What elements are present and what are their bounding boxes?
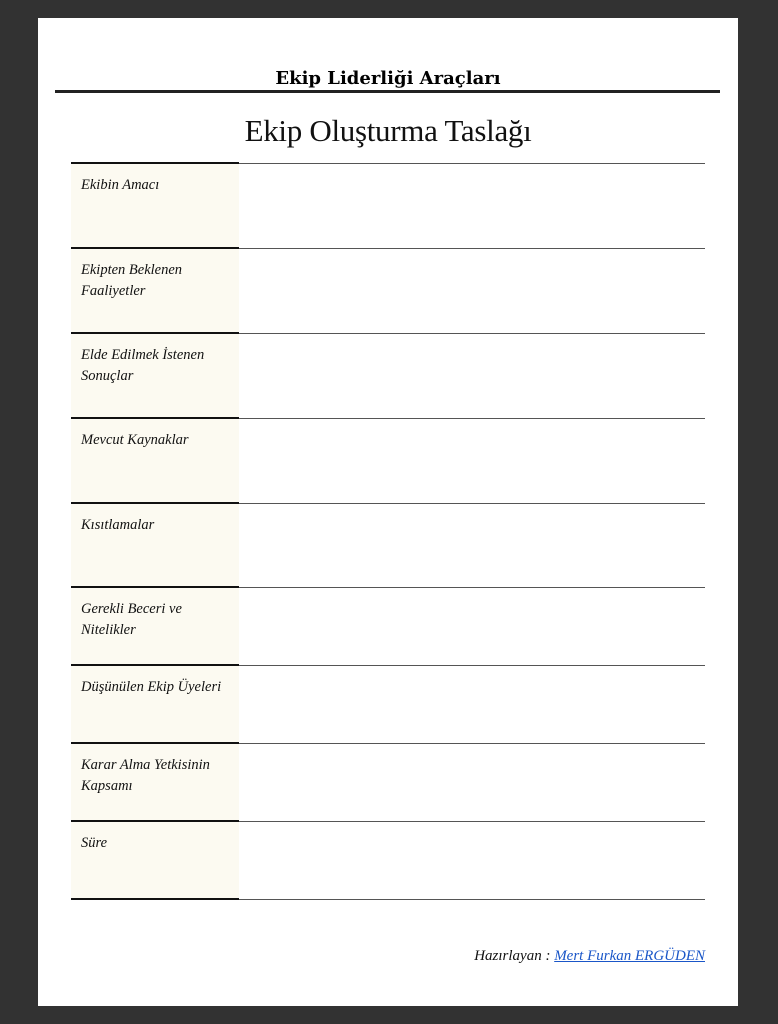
header-title: Ekip Liderliği Araçları	[275, 68, 501, 89]
table-bottom-rule	[71, 899, 705, 900]
row-label: Karar Alma Yetkisinin Kapsamı	[71, 744, 239, 821]
document-title: Ekip Oluşturma Taslağı	[244, 113, 532, 148]
table-row-duration	[71, 821, 705, 899]
row-value-field[interactable]	[239, 249, 705, 333]
row-label: Elde Edilmek İstenen Sonuçlar	[71, 334, 239, 418]
author-link[interactable]: Mert Furkan ERGÜDEN	[554, 948, 705, 964]
document-page	[38, 18, 738, 1006]
row-label: Ekibin Amacı	[71, 164, 239, 248]
row-value-field[interactable]	[239, 504, 705, 587]
row-value-field[interactable]	[239, 744, 705, 821]
header-divider	[55, 90, 720, 93]
row-value-field[interactable]	[239, 164, 705, 248]
table-row-purpose	[71, 163, 705, 248]
form-table	[71, 163, 705, 900]
table-row-resources	[71, 418, 705, 503]
row-label: Düşünülen Ekip Üyeleri	[71, 666, 239, 743]
table-row-skills	[71, 587, 705, 665]
table-row-activities	[71, 248, 705, 333]
row-label: Kısıtlamalar	[71, 504, 239, 587]
row-label: Süre	[71, 822, 239, 899]
row-value-field[interactable]	[239, 588, 705, 665]
table-row-results	[71, 333, 705, 418]
table-row-members	[71, 665, 705, 743]
table-row-constraints	[71, 503, 705, 587]
table-row-authority	[71, 743, 705, 821]
row-value-field[interactable]	[239, 419, 705, 503]
row-value-field[interactable]	[239, 666, 705, 743]
prepared-by-label: Hazırlayan :	[474, 948, 551, 964]
footer-credit	[474, 946, 705, 966]
row-label: Ekipten Beklenen Faaliyetler	[71, 249, 239, 333]
row-label: Mevcut Kaynaklar	[71, 419, 239, 503]
row-value-field[interactable]	[239, 334, 705, 418]
row-label: Gerekli Beceri ve Nitelikler	[71, 588, 239, 665]
row-value-field[interactable]	[239, 822, 705, 899]
